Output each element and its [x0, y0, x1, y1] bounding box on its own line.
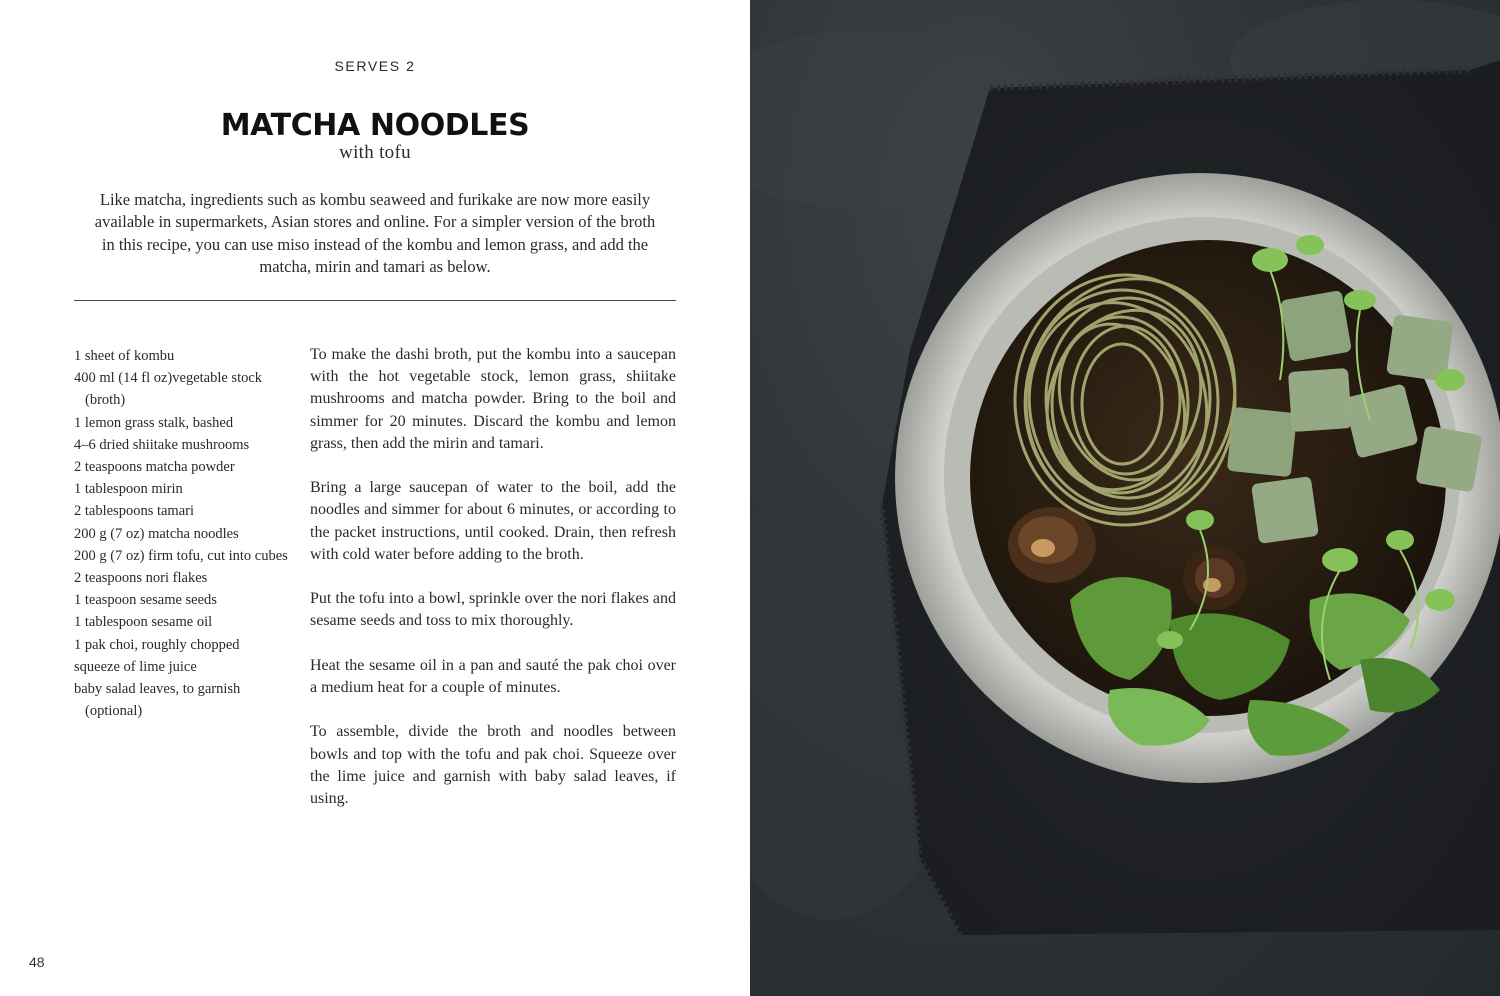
recipe-photo: [750, 0, 1500, 996]
method-step: Bring a large saucepan of water to the boil, add the noodles and simmer for about 6 minutes, or according to the packet instructions, until cooked. Drain, then refresh with cold water before adding to the broth.: [310, 479, 676, 563]
recipe-title: MATCHA NOODLES: [220, 108, 530, 143]
page-number: 48: [29, 954, 45, 970]
intro-line: matcha, mirin and tamari as below.: [259, 256, 491, 276]
ingredient-list: [74, 345, 289, 722]
intro-line: in this recipe, you can use miso instead of the kombu and lemon grass, and add the: [101, 234, 649, 254]
ingredient-item: 1 sheet of kombu: [74, 348, 175, 364]
ingredient-item: 200 g (7 oz) matcha noodles: [74, 525, 239, 542]
method-step: Heat the sesame oil in a pan and sauté the pak choi over a medium heat for a couple of minutes.: [310, 656, 676, 696]
ingredient-item: 1 tablespoon sesame oil: [74, 614, 213, 631]
ingredient-item: 1 lemon grass stalk, bashed: [74, 414, 234, 431]
method-text: [310, 344, 676, 832]
recipe-subtitle: with tofu: [339, 142, 411, 163]
ingredient-item: 200 g (7 oz) firm tofu, cut into cubes: [74, 547, 288, 564]
method-step: To make the dashi broth, put the kombu into a saucepan with the hot vegetable stock, lemon grass, shiitake mushrooms and matcha powder. Bring to the boil and simmer for 20 minutes. Discard the kombu and lemon grass, then add the mirin and tamari.: [310, 346, 676, 452]
divider-rule: [74, 300, 676, 301]
method-step: To assemble, divide the broth and noodles between bowls and top with the tofu and pak choi. Squeeze over the lime juice and garnish with baby salad leaves, if using.: [310, 723, 676, 807]
ingredient-item: 1 pak choi, roughly chopped: [74, 636, 240, 653]
ingredient-item: baby salad leaves, to garnish (optional): [74, 681, 241, 720]
ingredient-item: squeeze of lime juice: [74, 658, 197, 675]
noodle-bowl-illustration: [750, 0, 1500, 996]
intro-line: available in supermarkets, Asian stores and online. For a simpler version of the broth: [94, 212, 656, 232]
method-step: Put the tofu into a bowl, sprinkle over the nori flakes and sesame seeds and toss to mix thoroughly.: [310, 590, 676, 630]
ingredient-item: 2 tablespoons tamari: [74, 503, 195, 520]
ingredient-item: 1 tablespoon mirin: [74, 481, 183, 498]
intro-line: Like matcha, ingredients such as kombu seaweed and furikake are now more easily: [99, 190, 651, 209]
ingredient-item: 1 teaspoon sesame seeds: [74, 592, 217, 609]
recipe-intro: [75, 189, 675, 278]
ingredient-item: 2 teaspoons matcha powder: [74, 459, 235, 476]
ingredient-item: 400 ml (14 fl oz)vegetable stock (broth): [74, 370, 263, 409]
ingredient-item: 2 teaspoons nori flakes: [74, 570, 208, 587]
ingredient-item: 4–6 dried shiitake mushrooms: [74, 436, 250, 453]
serves-label: SERVES 2: [334, 58, 416, 74]
